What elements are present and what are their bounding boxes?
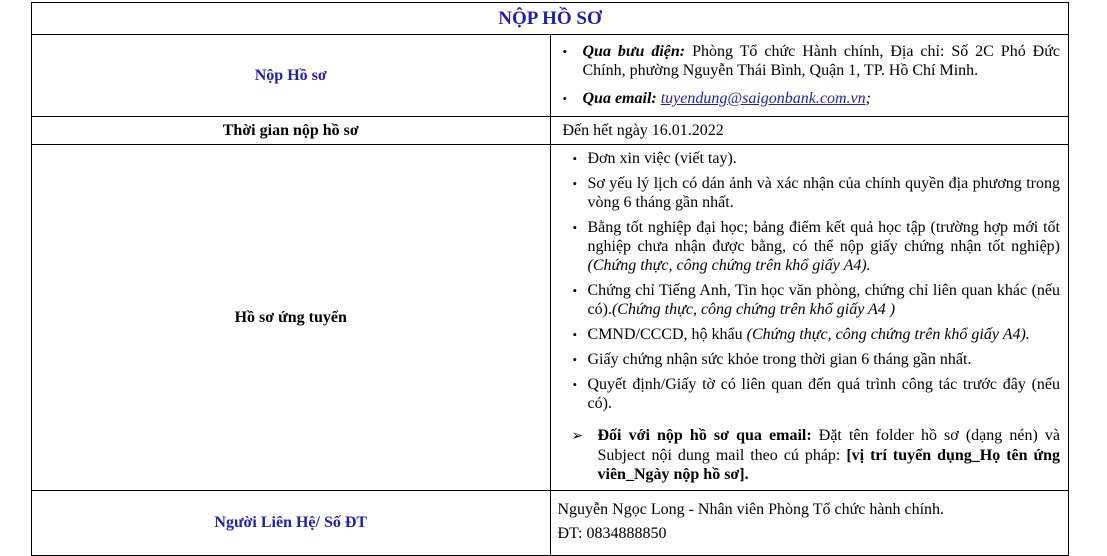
arrow-icon: ➢ — [571, 429, 584, 444]
bullet-icon: • — [562, 91, 568, 106]
submission-methods-list — [561, 42, 1061, 108]
contact-name: Nguyễn Ngọc Long - Nhân viên Phòng Tổ chức hành chính. — [557, 501, 945, 518]
document-text: Bằng tốt nghiệp đại học; bảng điểm kết quả học tập (trường hợp mới tốt nghiệp chưa nhận được bằng, có thể nộp giấy chứng nhận tốt nghiệp) — [587, 219, 1060, 255]
bullet-icon: • — [562, 44, 568, 59]
bullet-icon: • — [572, 220, 578, 235]
bullet-icon: • — [572, 151, 578, 166]
post-method-label: Qua bưu điện: — [582, 43, 686, 60]
list-item — [573, 218, 1061, 275]
contact-content — [550, 491, 1069, 556]
contact-label: Người Liên Hệ/ Số ĐT — [32, 491, 551, 556]
document-text: Sơ yếu lý lịch có dán ảnh và xác nhận của chính quyền địa phương trong vòng 6 tháng gần nhất. — [587, 175, 1060, 211]
submission-row — [32, 35, 1069, 117]
deadline-value: Đến hết ngày 16.01.2022 — [550, 117, 1069, 145]
document-note: (Chứng thực, công chứng trên khổ giấy A4 ) — [611, 301, 896, 318]
list-item — [573, 325, 1061, 344]
document-text: Chứng chỉ Tiếng Anh, Tin học văn phòng, chứng chỉ liên quan khác (nếu có). — [587, 282, 1060, 318]
email-suffix: ; — [865, 90, 871, 107]
list-item — [573, 174, 1061, 212]
bullet-icon: • — [572, 377, 578, 392]
document-note: (Chứng thực, công chứng trên khổ giấy A4). — [746, 326, 1030, 343]
email-submission-note — [562, 426, 1061, 484]
bullet-icon: • — [572, 327, 578, 342]
documents-list — [573, 149, 1061, 413]
list-item — [561, 89, 1061, 108]
contact-row — [32, 491, 1069, 556]
submission-label: Nộp Hồ sơ — [32, 35, 551, 117]
post-method-text: Phòng Tổ chức Hành chính, Địa chỉ: Số 2C Phó Đức Chính, phường Nguyễn Thái Bình, Quận 1, TP. Hồ Chí Minh. — [582, 43, 1060, 79]
email-note-text: Đặt tên folder hồ sơ (dạng nén) và Subject nội dung mail theo cú pháp: — [597, 427, 1061, 464]
email-note-syntax: [vị trí tuyển dụng_Họ tên ứng viên_Ngày nộp hồ sơ]. — [597, 447, 1060, 483]
contact-phone: ĐT: 0834888850 — [557, 525, 667, 542]
email-link[interactable]: tuyendung@saigonbank.com.vn — [660, 90, 866, 107]
deadline-row — [32, 117, 1069, 145]
document-text: Giấy chứng nhận sức khỏe trong thời gian 6 tháng gần nhất. — [587, 351, 972, 368]
bullet-icon: • — [572, 352, 578, 367]
bullet-icon: • — [572, 283, 578, 298]
bullet-icon: • — [572, 176, 578, 191]
email-note-label: Đối với nộp hồ sơ qua email: — [597, 427, 812, 444]
application-table — [31, 2, 1069, 556]
document-text: CMND/CCCD, hộ khẩu — [587, 326, 747, 343]
list-item — [573, 375, 1061, 413]
submission-content — [550, 35, 1069, 117]
documents-row — [32, 145, 1069, 491]
list-item — [573, 149, 1061, 168]
document-text: Đơn xin việc (viết tay). — [587, 150, 737, 167]
documents-label: Hồ sơ ứng tuyển — [32, 145, 551, 491]
documents-content — [550, 145, 1069, 491]
list-item — [573, 281, 1061, 319]
table-title: NỘP HỒ SƠ — [32, 3, 1069, 35]
document-note: (Chứng thực, công chứng trên khổ giấy A4). — [587, 257, 871, 274]
document-text: Quyết định/Giấy tờ có liên quan đến quá trình công tác trước đây (nếu có). — [587, 376, 1060, 412]
email-method-label: Qua email: — [582, 90, 657, 107]
deadline-label: Thời gian nộp hồ sơ — [32, 117, 551, 145]
list-item — [561, 42, 1061, 80]
list-item — [573, 350, 1061, 369]
